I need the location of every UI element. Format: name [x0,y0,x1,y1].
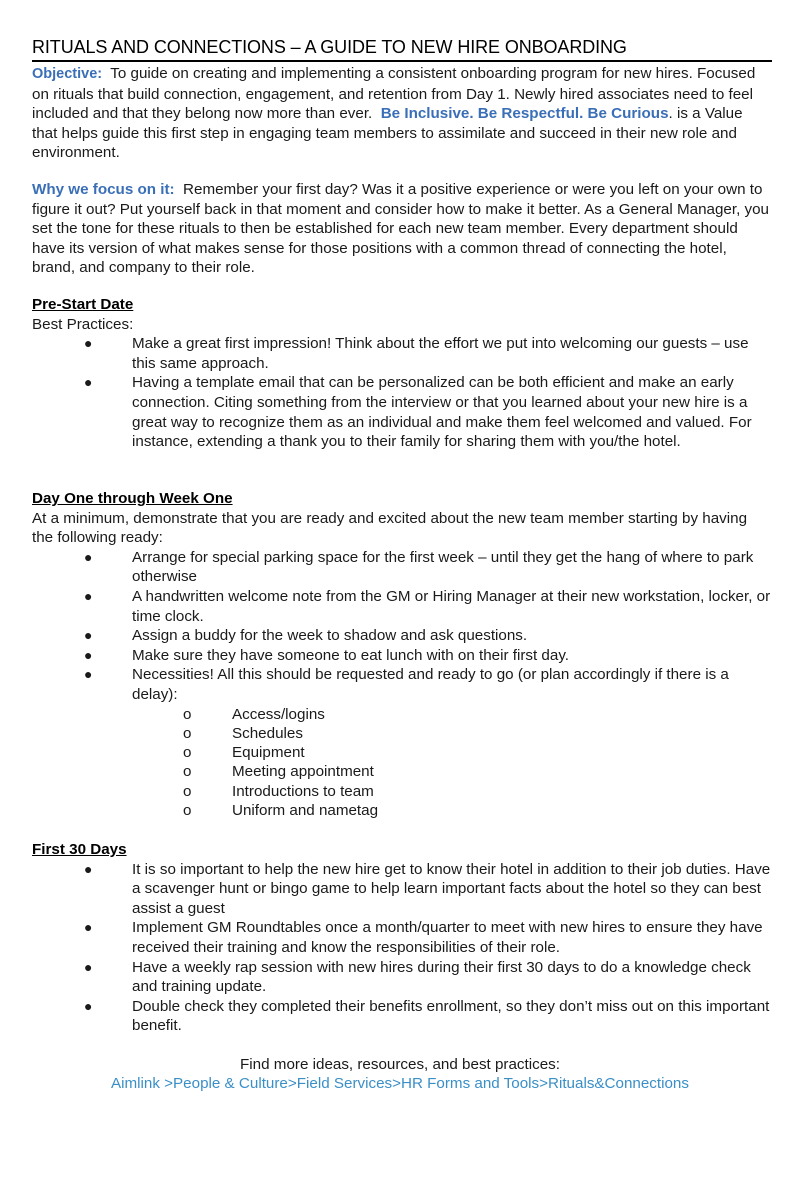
why-text: Remember your first day? Was it a positive experience or were you left on your own to figure it out? Put yourself back in that moment and consider how to make it better. As a General Manager, you set the tone for these rituals to then be established for each new team member. Every department should have its version of what makes sense for those positions with a common thread of connecting the hotel, brand, and company to their role. [32,181,769,277]
sub-list-item: o Equipment [183,744,305,762]
day-one-heading: Day One through Week One [32,490,233,507]
list-item: ● Make sure they have someone to eat lunch with on their first day. [84,646,570,664]
list-item: ● Have a weekly rap session with new hires during their first 30 days to do a knowledge check and training update. [84,958,751,996]
pre-start-list [32,334,772,452]
objective-label: Objective: [32,66,103,82]
circle-bullet-icon: o [183,744,192,762]
objective-text-2: . is a Value that helps guide this first step in engaging team members to assimilate and succeed in their new role and environment. [32,105,743,162]
bullet-icon: ● [84,860,93,877]
list-item: ● A handwritten welcome note from the GM or Hiring Manager at their new workstation, locker, or time clock. [84,587,771,625]
objective-text: To guide on creating and implementing a consistent onboarding program for new hires. Focused on rituals that build connection, engagement, and retention from Day 1. Newly hired associates need to feel included and that they belong now more than ever. [32,65,756,123]
objective-paragraph [32,64,772,163]
bullet-icon: ● [84,587,93,604]
pre-start-section [32,295,772,452]
pre-start-heading: Pre-Start Date [32,296,134,313]
bullet-icon: ● [84,919,93,936]
sub-list-item: o Access/logins [183,705,325,723]
first-30-heading: First 30 Days [32,841,127,858]
resources-link[interactable]: Aimlink >People & Culture>Field Services>HR Forms and Tools>Rituals&Connections [111,1075,689,1092]
page-title: RITUALS AND CONNECTIONS – A GUIDE TO NEW HIRE ONBOARDING [32,36,772,62]
day-one-list [32,548,772,705]
bullet-icon: ● [84,548,93,565]
day-one-intro: At a minimum, demonstrate that you are ready and excited about the new team member starting by having the following ready: [32,509,748,547]
circle-bullet-icon: o [183,782,192,800]
list-item: ● Double check they completed their benefits enrollment, so they don’t miss out on this important benefit. [84,997,770,1035]
circle-bullet-icon: o [183,802,192,820]
first-30-section [32,840,772,1036]
list-item: ● Arrange for special parking space for the first week – until they get the hang of where to park otherwise [84,548,754,586]
sub-list-item: o Schedules [183,724,303,742]
sub-list-item: o Meeting appointment [183,763,374,781]
sub-list-item: o Uniform and nametag [183,802,379,820]
bullet-icon: ● [84,627,93,644]
bullet-icon: ● [84,997,93,1014]
sub-list-item: o Introductions to team [183,782,374,800]
bullet-icon: ● [84,646,93,663]
first-30-list [32,860,772,1036]
list-item: ● Implement GM Roundtables once a month/quarter to meet with new hires to ensure they have received their training and know the responsibilities of their role. [84,919,763,956]
necessities-sublist [32,705,772,821]
values-text: Be Inclusive. Be Respectful. Be Curious [380,105,669,123]
day-one-section [32,489,772,820]
list-item: ● Assign a buddy for the week to shadow and ask questions. [84,627,528,645]
bullet-icon: ● [84,958,93,975]
why-label: Why we focus on it: [32,181,175,198]
list-item: ● Make a great first impression! Think about the effort we put into welcoming our guests – use this same approach. [84,335,749,372]
bullet-icon: ● [84,666,93,683]
list-item: ● It is so important to help the new hire get to know their hotel in addition to their job duties. Have a scavenger hunt or bingo game to help learn important facts about the hotel so they can best assist a guest [84,860,771,917]
circle-bullet-icon: o [183,724,192,742]
list-item: ● Having a template email that can be personalized can be both efficient and make an early connection. Citing something from the interview or that you learned about your new hire is a great way to recognize them as an individual and make them feel welcomed and valued. For instance, extending a thank you to their family for sharing them with you/the hotel. [84,374,752,451]
footer-intro: Find more ideas, resources, and best practices: [240,1056,560,1073]
circle-bullet-icon: o [183,705,192,723]
circle-bullet-icon: o [183,763,192,781]
bullet-icon: ● [84,335,93,352]
pre-start-intro: Best Practices: [32,315,134,333]
bullet-icon: ● [84,374,93,391]
why-paragraph [32,180,772,278]
list-item: ● Necessities! All this should be requested and ready to go (or plan accordingly if there is a delay): [84,666,729,703]
